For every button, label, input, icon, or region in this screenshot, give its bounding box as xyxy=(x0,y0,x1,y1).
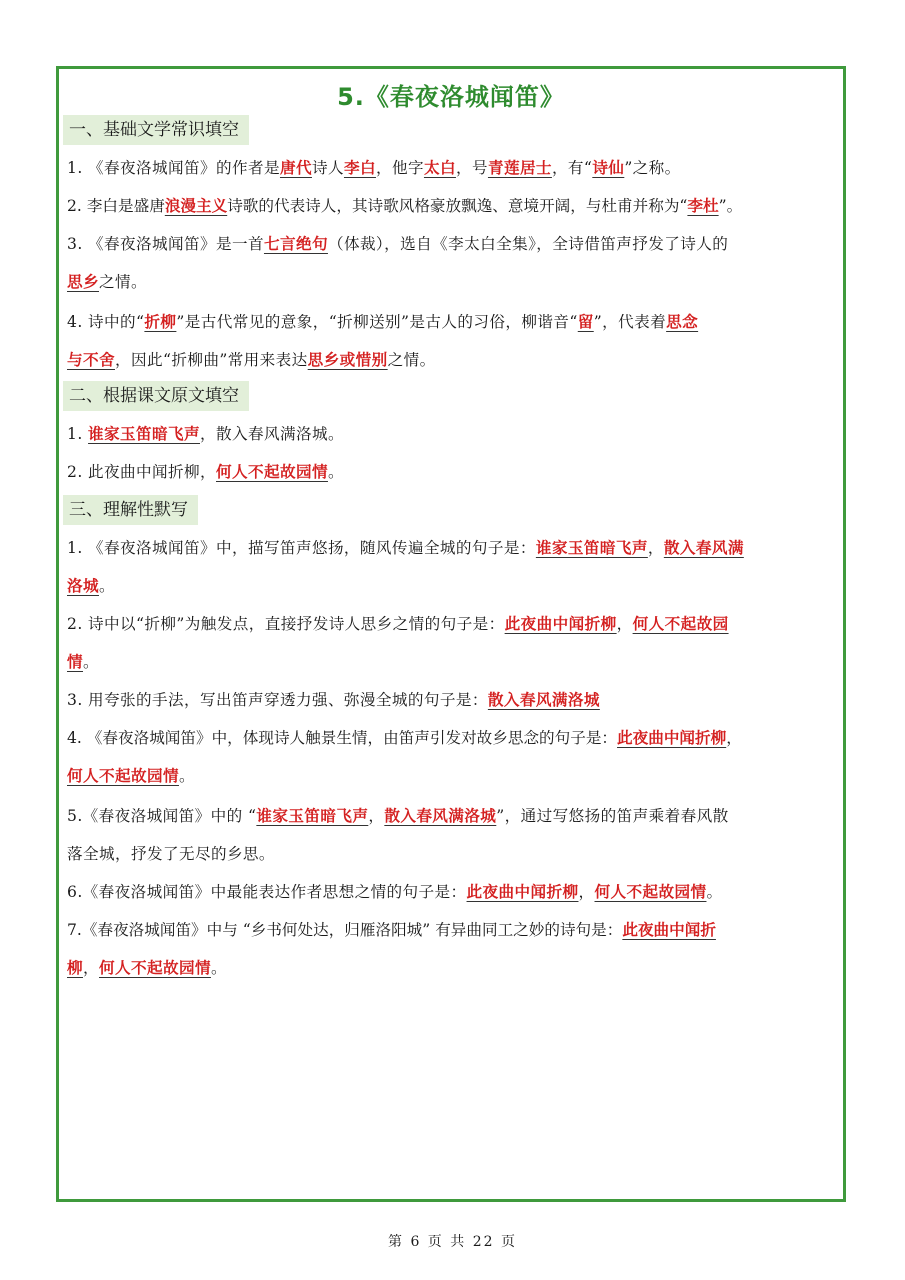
question-line xyxy=(67,949,842,987)
question-line xyxy=(67,719,842,757)
answer: 谁家玉笛暗飞声 xyxy=(535,538,648,557)
answer: 何人不起故园情 xyxy=(216,462,328,481)
question-text: 。 xyxy=(178,767,195,785)
answer: 李杜 xyxy=(687,196,719,215)
question-text: 1. xyxy=(67,425,89,443)
answer: 李白 xyxy=(343,158,376,177)
answer: 此夜曲中闻折 xyxy=(622,920,716,939)
question-text: 4. 诗中的“ xyxy=(67,313,145,331)
question-line xyxy=(67,341,842,379)
answer: 此夜曲中闻折柳 xyxy=(466,882,579,901)
question-line xyxy=(67,149,842,187)
answer: 诗仙 xyxy=(592,158,625,177)
question-line xyxy=(67,415,842,453)
question-text: 1. 《春夜洛城闻笛》的作者是 xyxy=(67,159,280,177)
question-line xyxy=(67,757,842,795)
section-heading-recitation: 二、根据课文原文填空 xyxy=(63,381,249,411)
question-text: ”是古代常见的意象，“折柳送别”是古人的习俗，柳谐音“ xyxy=(176,313,578,331)
question-text: 2. 此夜曲中闻折柳， xyxy=(67,463,216,481)
question-text: ， xyxy=(578,883,595,901)
question-text: 诗歌的代表诗人，其诗歌风格豪放飘逸、意境开阔，与杜甫并称为“ xyxy=(227,197,688,215)
answer: 唐代 xyxy=(279,158,312,177)
question-line xyxy=(67,187,842,225)
answer: 何人不起故园 xyxy=(632,614,729,633)
question-line xyxy=(67,681,842,719)
question-text: 。 xyxy=(706,883,723,901)
answer: 青莲居士 xyxy=(487,158,552,177)
question-text: 诗人 xyxy=(311,159,344,177)
answer: 散入春风满 xyxy=(663,538,744,557)
answer: 与不舍 xyxy=(67,350,115,369)
answer: 此夜曲中闻折柳 xyxy=(504,614,617,633)
question-line xyxy=(67,835,842,873)
question-text: ，散入春风满洛城。 xyxy=(200,425,344,443)
answer: 何人不起故园情 xyxy=(594,882,707,901)
answer: 情 xyxy=(67,652,83,671)
answer: 何人不起故园情 xyxy=(99,958,211,977)
question-text: ， xyxy=(647,539,664,557)
question-text: ”。 xyxy=(718,197,743,215)
answer: 谁家玉笛暗飞声 xyxy=(88,424,201,443)
answer: 散入春风满洛城 xyxy=(384,806,497,825)
question-text: 。 xyxy=(210,959,227,977)
question-text: 5.《春夜洛城闻笛》中的 “ xyxy=(67,807,257,825)
question-text: 落全城，抒发了无尽的乡思。 xyxy=(67,845,275,863)
question-text: ，他字 xyxy=(375,159,424,177)
answer: 折柳 xyxy=(144,312,177,331)
question-line xyxy=(67,797,842,835)
question-text: ，有“ xyxy=(551,159,593,177)
question-line xyxy=(67,303,842,341)
question-line xyxy=(67,605,842,643)
answer: 留 xyxy=(577,312,594,331)
question-text: 2. 诗中以“折柳”为触发点，直接抒发诗人思乡之情的句子是： xyxy=(67,615,505,633)
section-heading-basic-knowledge: 一、基础文学常识填空 xyxy=(63,115,249,145)
answer: 思乡 xyxy=(67,272,99,291)
question-text: ，因此“折柳曲”常用来表达 xyxy=(114,351,308,369)
question-line xyxy=(67,567,842,605)
page-number: 第 6 页 共 22 页 xyxy=(388,1234,517,1250)
question-text: 6.《春夜洛城闻笛》中最能表达作者思想之情的句子是： xyxy=(67,883,467,901)
question-text: 。 xyxy=(83,653,99,671)
question-line xyxy=(67,529,842,567)
question-text: 。 xyxy=(99,577,115,595)
answer: 洛城 xyxy=(67,576,99,595)
answer: 七言绝句 xyxy=(263,234,328,253)
question-line xyxy=(67,225,842,263)
question-text: 7.《春夜洛城闻笛》中与 “乡书何处达，归雁洛阳城” 有异曲同工之妙的诗句是： xyxy=(67,921,623,939)
question-text: 3. 《春夜洛城闻笛》是一首 xyxy=(67,235,264,253)
answer: 思乡或惜别 xyxy=(307,350,388,369)
question-text: 之情。 xyxy=(387,351,436,369)
question-text: ， xyxy=(616,615,633,633)
question-text: ， xyxy=(368,807,385,825)
question-text: ”之称。 xyxy=(624,159,681,177)
question-text: 1. 《春夜洛城闻笛》中，描写笛声悠扬，随风传遍全城的句子是： xyxy=(67,539,536,557)
question-text: 。 xyxy=(327,463,344,481)
question-text: ， xyxy=(726,729,742,747)
answer: 散入春风满洛城 xyxy=(487,690,600,709)
answer: 谁家玉笛暗飞声 xyxy=(256,806,369,825)
question-text: 4. 《春夜洛城闻笛》中，体现诗人触景生情，由笛声引发对故乡思念的句子是： xyxy=(67,729,618,747)
page-title: 5.《春夜洛城闻笛》 xyxy=(337,83,565,111)
question-text: （体裁），选自《李太白全集》，全诗借笛声抒发了诗人的 xyxy=(327,235,729,253)
question-text: 3. 用夸张的手法，写出笛声穿透力强、弥漫全城的句子是： xyxy=(67,691,488,709)
question-text: 2. 李白是盛唐 xyxy=(67,197,165,215)
answer: 何人不起故园情 xyxy=(67,766,179,785)
answer: 太白 xyxy=(423,158,456,177)
worksheet-frame xyxy=(56,66,846,1202)
question-text: ， xyxy=(83,959,99,977)
question-line xyxy=(67,873,842,911)
answer: 柳 xyxy=(67,958,83,977)
question-line xyxy=(67,453,842,491)
question-text: ”，代表着 xyxy=(593,313,667,331)
question-text: 之情。 xyxy=(99,273,147,291)
question-line xyxy=(67,643,842,681)
answer: 浪漫主义 xyxy=(164,196,228,215)
answer: 此夜曲中闻折柳 xyxy=(617,728,727,747)
question-text: ”，通过写悠扬的笛声乘着春风散 xyxy=(496,807,729,825)
section-heading-comprehension: 三、理解性默写 xyxy=(63,495,198,525)
answer: 思念 xyxy=(666,312,699,331)
question-text: ，号 xyxy=(455,159,488,177)
question-line xyxy=(67,263,842,301)
question-line xyxy=(67,911,842,949)
